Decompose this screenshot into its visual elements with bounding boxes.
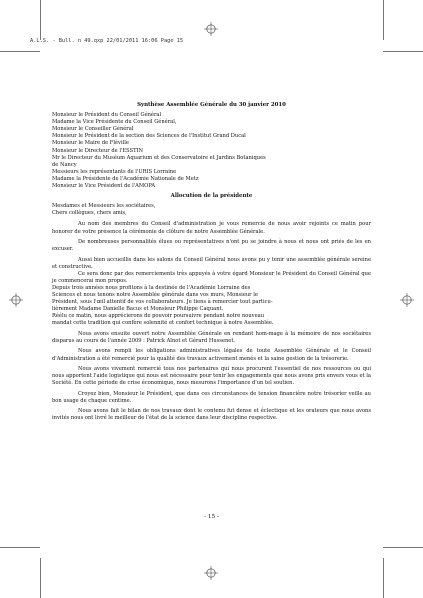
addressee-line: Madame la Présidente de l'Académie Nationale de Metz bbox=[52, 175, 199, 182]
addressee-line: Madame la Vice Présidente du Conseil Général, bbox=[52, 119, 177, 126]
body-paragraph: Nous avons rempli les obligations administratives légales de toute Assemblée Générale et le Conseil d'Administration a été remercié pour la qualité des travaux activement menés et la saine gestion de la trésorerie. bbox=[52, 348, 371, 362]
page-title: Synthèse Assemblée Générale du 30 janvier 2010 bbox=[137, 102, 286, 108]
registration-mark-icon bbox=[400, 293, 414, 307]
print-slug: A.L.S. - Bull. n 49.qxp 22/01/2011 16:06 Page 15 bbox=[30, 38, 184, 44]
page-content bbox=[52, 102, 371, 426]
body-line: Sciences et nous tenons notre Assemblée générale dans vos murs, Monsieur le bbox=[52, 292, 258, 299]
body-paragraph: Ce sera donc par des remerciements très appuyés à votre égard Monsieur le Président du Conseil Général que je commencerai mon propos. bbox=[52, 270, 371, 284]
body-paragraph: Nous avons ensuite ouvert notre Assemblée Générale en rendant hom-mage à la mémoire de nos sociétaires disparus au cours de l'année 2009 : Patrick Alnot et Gérard Hussenet. bbox=[52, 330, 371, 344]
body-paragraph: Aussi bien accueillis dans les salons du Conseil Général nous avons pu y tenir une assemblée générale sereine et constructive. bbox=[52, 256, 371, 270]
salutation-line: Mesdames et Messieurs les sociétaires, bbox=[52, 203, 156, 210]
registration-mark-icon bbox=[204, 22, 218, 36]
salutation bbox=[52, 203, 371, 217]
body-line: lièrement Madame Danielle Bacus et Monsieur Philippe Caquant. bbox=[52, 306, 224, 313]
addressee-line: Monsieur le Maire de Fléville bbox=[52, 140, 129, 147]
section-heading: Allocution de la présidente bbox=[170, 193, 253, 200]
body-paragraph: Nous avons vivement remercié tous nos partenaires qui nous procurent l'essentiel de nos ressources ou qui nous apportent l'aide logistique qui nous est nécessaire pour tenir les engagements que nous avons pris envers vous et la Société. En cette période de crise économique, nous mesurons l'importance d'un tel soutien. bbox=[52, 366, 371, 387]
addressee-line: Monsieur le Vice Président de l'AMOPA bbox=[52, 183, 156, 190]
addressee-line: Mr le Directeur du Muséum Aquarium et des Conservatoire et Jardins Botaniques bbox=[52, 154, 266, 161]
addressee-line: Monsieur le Conseiller Général bbox=[52, 126, 134, 133]
body-paragraph: De nombreuses personnalités élues ou représentatives n'ont pu se joindre à nous et nous ont priés de les en excuser. bbox=[52, 238, 371, 253]
salutation-line: Chers collègues, chers amis, bbox=[52, 210, 127, 217]
registration-mark-icon bbox=[9, 293, 23, 307]
addressee-line: Monsieur le Directeur de l'ESSTIN bbox=[52, 147, 144, 154]
addressee-line: Monsieur le Président de la section des Sciences de l'Institut Grand Ducal bbox=[52, 133, 246, 140]
addressee-line: Monsieur le Président du Conseil Général bbox=[52, 112, 162, 119]
body-block bbox=[52, 285, 371, 328]
body-line: Président, sous l'œil attentif de vos collaborateurs. Je tiens à remercier tout particu- bbox=[52, 299, 273, 306]
body-paragraph: Au nom des membres du Conseil d'administration je vous remercie de nous avoir rejoints ce matin pour honorer de votre présence la cérémonie de clôture de notre Assemblée Générale. bbox=[52, 221, 371, 235]
body-paragraph: Croyez bien, Monsieur le Président, que dans ces circonstances de tension financière notre trésorier veille au bon usage de chaque centime. bbox=[52, 390, 371, 404]
addressee-line: Messieurs les représentants de l'URIS Lorraine bbox=[52, 168, 177, 175]
addressee-list bbox=[52, 112, 371, 190]
body-line: mandat cette tradition qui confère solennité et confort technique à notre Assemblée. bbox=[52, 320, 274, 327]
body-line: Depuis trois années nous profitons à la destinée de l'Académie Lorraine des bbox=[52, 284, 251, 291]
page-number: - 15 - bbox=[204, 514, 219, 520]
body-line: Réélu ce matin, nous apprécierons de pouvoir poursuivre pendant notre nouveau bbox=[52, 313, 264, 320]
registration-mark-icon bbox=[204, 566, 218, 580]
body-paragraph: Nous avons fait le bilan de nos travaux dont le contenu fut dense et éclectique et les orateurs que nous avons invités nous ont livré le meilleur de l'état de la science dans leur discipline respective. bbox=[52, 408, 371, 422]
addressee-line: de Nancy bbox=[52, 161, 77, 168]
